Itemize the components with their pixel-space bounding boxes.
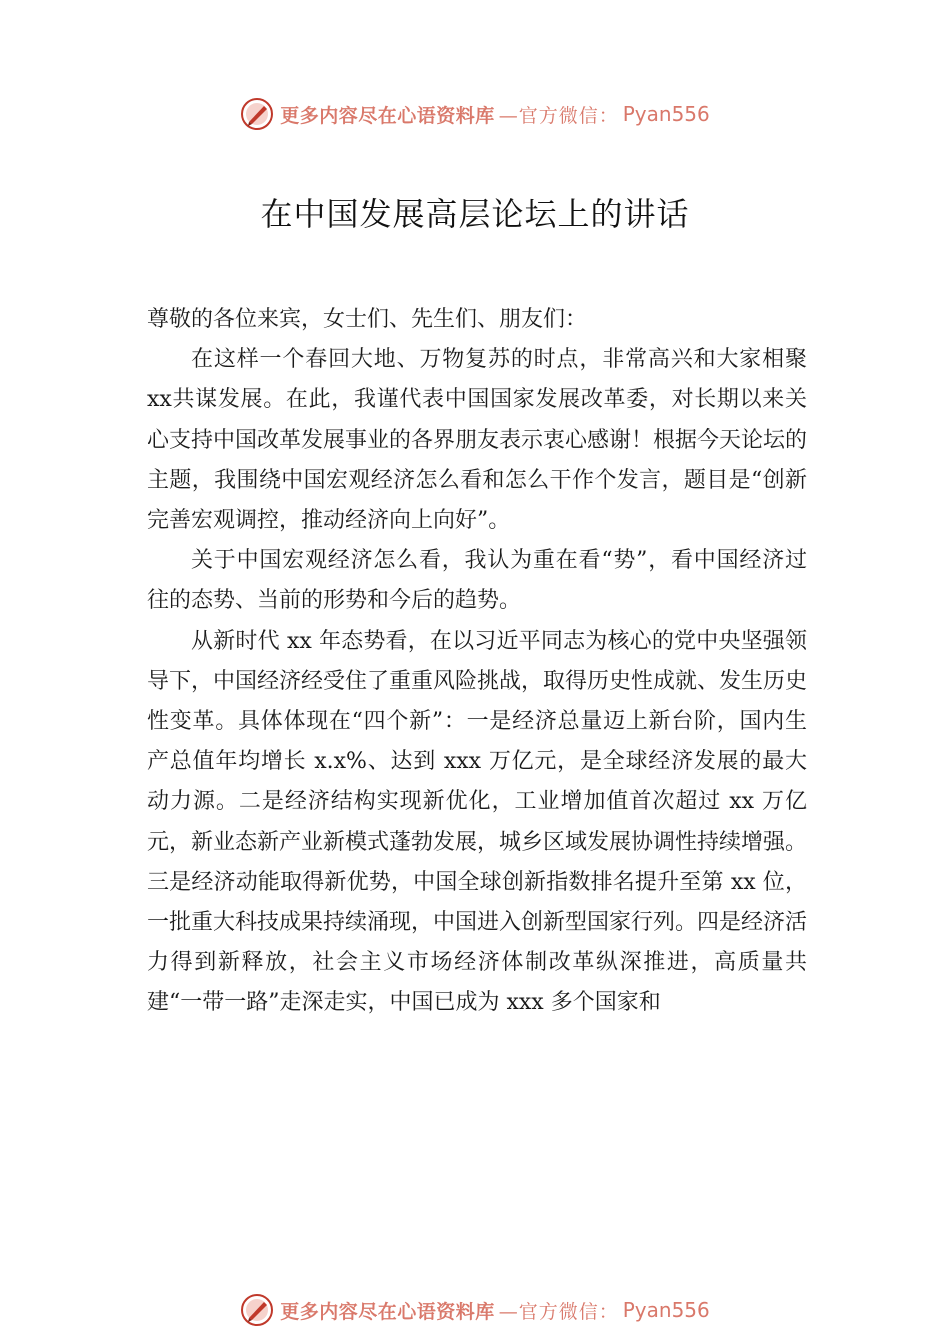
- salutation: 尊敬的各位来宾，女士们、先生们、朋友们：: [147, 307, 588, 332]
- banner-official-label: —官方微信：: [498, 104, 619, 127]
- banner-wechat-id: Pyan556: [622, 1298, 710, 1322]
- document-body: [147, 300, 807, 1024]
- banner-slogan: 更多内容尽在心语资料库: [280, 104, 495, 127]
- paragraph-3: 从新时代 xx 年态势看，在以习近平同志为核心的党中央坚强领导下，中国经济经受住了重重风险挑战，取得历史性成就、发生历史性变革。具体体现在“四个新”：一是经济总量迈上新台阶，国内生产总值年均增长 x.x%、达到 xxx 万亿元，是全球经济发展的最大动力源。二是经济结构实现新优化，工业增加值首次超过 xx 万亿元，新业态新产业新模式蓬勃发展，城乡区域发展协调性持续增强。三是经济动能取得新优势，中国全球创新指数排名提升至第 xx 位，一批重大科技成果持续涌现，中国进入创新型国家行列。四是经济活力得到新释放，社会主义市场经济体制改革纵深推进，高质量共建“一带一路”走深走实，中国已成为 xxx 多个国家和: [147, 628, 808, 1016]
- header-banner: [0, 94, 950, 134]
- document-title: 在中国发展高层论坛上的讲话: [260, 195, 690, 233]
- banner-wechat-id: Pyan556: [622, 102, 710, 126]
- paragraph-1: 在这样一个春回大地、万物复苏的时点，非常高兴和大家相聚xx共谋发展。在此，我谨代表中国国家发展改革委，对长期以来关心支持中国改革发展事业的各界朋友表示衷心感谢！根据今天论坛的主题，我围绕中国宏观经济怎么看和怎么干作个发言，题目是“创新完善宏观调控，推动经济向上向好”。: [147, 347, 808, 534]
- banner-slogan: 更多内容尽在心语资料库: [280, 1300, 495, 1323]
- footer-banner: [0, 1290, 950, 1330]
- paragraph-2: 关于中国宏观经济怎么看，我认为重在看“势”，看中国经济过往的态势、当前的形势和今后的趋势。: [147, 548, 807, 614]
- banner-official-label: —官方微信：: [498, 1300, 619, 1323]
- pen-logo-icon: [240, 97, 274, 131]
- pen-logo-icon: [240, 1293, 274, 1327]
